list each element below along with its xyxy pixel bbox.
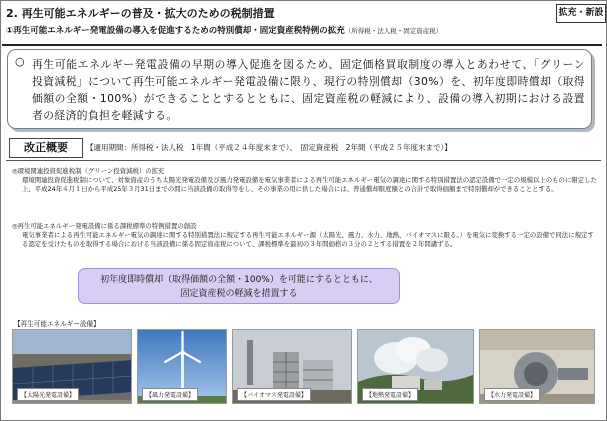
photo-caption: 【風力発電設備】 bbox=[142, 388, 198, 401]
section-head: ◎再生可能エネルギー発電設備に係る課税標準の特例措置の創設 bbox=[12, 222, 197, 230]
section-fixed-asset-tax bbox=[12, 222, 597, 249]
photo-caption: 【水力発電設備】 bbox=[484, 388, 540, 401]
highlight-box bbox=[78, 268, 400, 304]
section-body: 電気事業者による再生可能エネルギー電気の調達に関する特別措置法に規定する再生可能エネルギー源（太陽光、風力、水力、地熱、バイオマスに限る。）を電気に変換する一定の設備で同法に規定する認定を受けたものを取得する場合における当該設備に係る固定資産税について、課税標準を最初の３年間価格の３分の２とする措置を２年間講ずる。 bbox=[22, 231, 594, 248]
highlight-line-2: 固定資産税の軽減を措置する bbox=[180, 289, 298, 299]
summary-box bbox=[7, 49, 592, 129]
page-subtitle bbox=[6, 24, 442, 36]
photo-geothermal bbox=[357, 329, 474, 404]
photo-caption: 【地熱発電設備】 bbox=[362, 388, 418, 401]
photos-label: 【再生可能エネルギー設備】 bbox=[14, 320, 100, 328]
summary-text: 再生可能エネルギー発電設備の早期の導入促進を図るため、固定価格買取制度の導入とあわせて、「グリーン投資減税」について再生可能エネルギー発電設備に限り、現行の特別償却（30%）を、初年度即時償却（取得価額の全額・100%）ができることとするとともに、固定資産税の軽減により、設備の導入初期における設置者の経済的負担を軽減する。 bbox=[32, 58, 585, 122]
revision-divider bbox=[6, 160, 601, 161]
section-green-investment bbox=[12, 167, 597, 194]
application-period: 【適用期間：所得税・法人税 1年間（平成２４年度末まで）、 固定資産税 2年間（平成２５年度末まで）】 bbox=[86, 143, 452, 152]
page-title: 2. 再生可能エネルギーの普及・拡大のための税制措置 bbox=[6, 7, 275, 20]
photo-wind bbox=[137, 329, 227, 404]
status-badge: 拡充・新設 bbox=[556, 4, 606, 23]
subtitle-text: ①再生可能エネルギー発電設備の導入を促進するための特別償却・固定資産税特例の拡充 bbox=[6, 26, 345, 36]
photo-caption: 【バイオマス発電設備】 bbox=[237, 388, 311, 401]
subtitle-note: （所得税・法人税・固定資産税） bbox=[344, 27, 443, 35]
section-head: ◎環境関連投資促進税制（グリーン投資減税）の拡充 bbox=[12, 167, 165, 175]
photo-hydro bbox=[479, 329, 595, 404]
photo-solar bbox=[12, 329, 132, 404]
photo-biomass bbox=[232, 329, 352, 404]
revision-label: 改正概要 bbox=[9, 138, 83, 158]
header bbox=[6, 4, 552, 44]
summary-bullet: ○ bbox=[15, 55, 25, 68]
highlight-line-1: 初年度即時償却（取得価額の全額・100%）を可能にするとともに、 bbox=[100, 275, 378, 285]
photo-caption: 【太陽光発電設備】 bbox=[17, 388, 79, 401]
header-divider bbox=[2, 44, 602, 46]
section-body: 環境関連投資促進税制について、対象資産のうち太陽光発電設備及び風力発電設備を電気事業者による再生可能エネルギー電気の調達に関する特別措置法の認定設備で一定の規模以上のものに限定した上、平成24年４月１日から平成25年３月31日までの間に当該設備の取得等をし、その事業の用に供した場合には、普通償却限度額との合計で取得価額まで特別償却ができることとする。 bbox=[22, 176, 597, 193]
